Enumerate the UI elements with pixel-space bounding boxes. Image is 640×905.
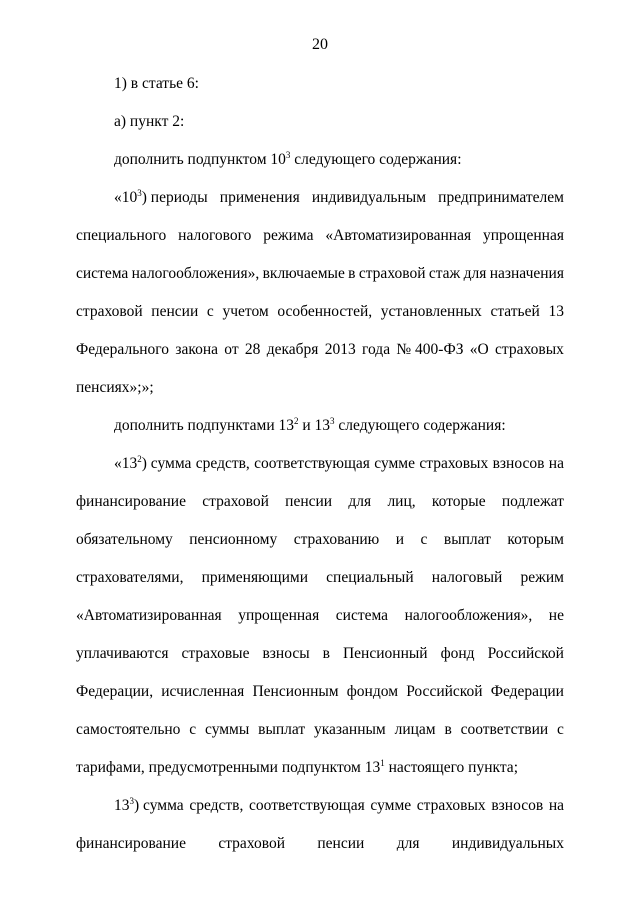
line-20: $13^3$) сумма средств, соответствующая сумме страховых взносов на bbox=[114, 796, 564, 814]
line-4-head: «$10^3$) периоды bbox=[114, 188, 208, 206]
line-5: специального налогового режима «Автоматизированная упрощенная bbox=[76, 227, 564, 244]
line-12: финансирование страховой пенсии для лиц, которые подлежат bbox=[76, 493, 564, 510]
line-1: 1) в статье 6: bbox=[114, 75, 199, 92]
line-4: «$10^3$) периоды применения индивидуальным предпринимателем bbox=[114, 188, 564, 206]
line-11-head: «$13^2$) сумма bbox=[114, 454, 192, 472]
line-16: уплачиваются страховые взносы в Пенсионный фонд Российской bbox=[76, 645, 564, 662]
line-10: дополнить подпунктами $13^2$ и $13^3$ следующего содержания: bbox=[114, 416, 506, 434]
line-11: «$13^2$) сумма средств, соответствующая сумме страховых взносов на bbox=[114, 454, 564, 472]
line-2: а) пункт 2: bbox=[114, 113, 185, 130]
line-18: самостоятельно с суммы выплат указанным лицам в соответствии с bbox=[76, 721, 564, 738]
line-19: тарифами, предусмотренными подпунктом $13^1$ настоящего пункта; bbox=[76, 758, 518, 776]
line-7: страховой пенсии с учетом особенностей, установленных статьей 13 bbox=[76, 303, 564, 320]
line-15: «Автоматизированная упрощенная система налогообложения», не bbox=[76, 607, 564, 624]
line-20-head: $13^3$) сумма bbox=[114, 796, 184, 814]
line-3: дополнить подпунктом $10^3$ следующего содержания: bbox=[114, 150, 462, 168]
line-17: Федерации, исчисленная Пенсионным фондом Российской Федерации bbox=[76, 683, 564, 700]
line-8: Федерального закона от 28 декабря 2013 года № 400-ФЗ «О страховых bbox=[76, 341, 564, 358]
line-9: пенсиях»;»; bbox=[76, 379, 154, 396]
line-6: система налогообложения», включаемые в страховой стаж для назначения bbox=[76, 265, 564, 282]
line-13: обязательному пенсионному страхованию и с выплат которым bbox=[76, 531, 564, 548]
page-number: 20 bbox=[312, 36, 328, 53]
line-14: страхователями, применяющими специальный налоговый режим bbox=[76, 569, 564, 586]
line-21: финансирование страховой пенсии для индивидуальных bbox=[76, 835, 564, 852]
